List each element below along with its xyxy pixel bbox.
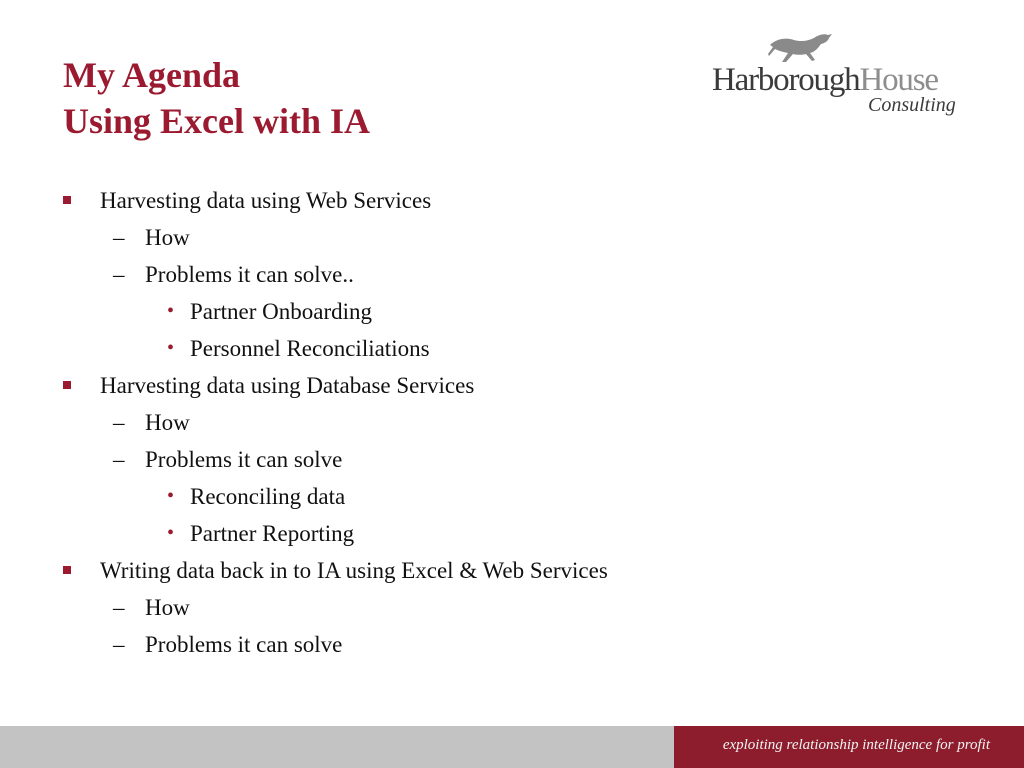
agenda-item-text: Problems it can solve: [145, 632, 343, 657]
agenda-item-level-3: [167, 478, 346, 515]
agenda-item-text: Problems it can solve..: [145, 262, 354, 287]
agenda-item-level-2: [113, 219, 190, 256]
footer-tagline: exploiting relationship intelligence for profit: [722, 737, 990, 753]
agenda-item-level-1: [100, 367, 474, 404]
dot-bullet-icon: •: [167, 485, 175, 507]
agenda-item-text: How: [145, 410, 190, 435]
agenda-item-text: Partner Reporting: [190, 521, 355, 546]
agenda-item-text: How: [145, 225, 190, 250]
agenda-item-level-2: [113, 626, 343, 663]
title-line-1: My Agenda: [63, 55, 241, 95]
agenda-item-text: Problems it can solve: [145, 447, 343, 472]
dash-bullet-icon: –: [113, 632, 125, 657]
logo-subtitle: Consulting: [868, 94, 956, 116]
dash-bullet-icon: –: [113, 447, 125, 472]
agenda-item-text: Harvesting data using Web Services: [100, 188, 432, 213]
dot-bullet-icon: •: [167, 522, 175, 544]
logo-name-first: Harborough: [712, 62, 860, 98]
footer: [0, 726, 1024, 768]
slide-title: [63, 52, 370, 144]
agenda-item-level-3: [167, 330, 430, 367]
agenda-item-level-3: [167, 293, 373, 330]
square-bullet-icon: [63, 566, 71, 574]
agenda-item-text: How: [145, 595, 190, 620]
dot-bullet-icon: •: [167, 300, 175, 322]
title-line-2: Using Excel with IA: [63, 101, 371, 141]
footer-accent-bar: [674, 726, 1024, 768]
agenda-item-level-2: [113, 441, 343, 478]
agenda-item-text: Personnel Reconciliations: [190, 336, 430, 361]
dash-bullet-icon: –: [113, 225, 125, 250]
agenda-item-level-1: [100, 182, 431, 219]
dash-bullet-icon: –: [113, 595, 125, 620]
square-bullet-icon: [63, 381, 71, 389]
agenda-item-level-2: [113, 256, 354, 293]
dash-bullet-icon: –: [113, 410, 125, 435]
dot-bullet-icon: •: [167, 337, 175, 359]
agenda-item-level-2: [113, 404, 190, 441]
agenda-item-text: Reconciling data: [190, 484, 346, 509]
footer-gray-bar: [0, 726, 674, 768]
square-bullet-icon: [63, 196, 71, 204]
agenda-item-level-1: [100, 552, 608, 589]
logo-name-second: House: [859, 62, 938, 98]
agenda-item-level-2: [113, 589, 190, 626]
company-logo: [712, 28, 992, 123]
dash-bullet-icon: –: [113, 262, 125, 287]
agenda-item-level-3: [167, 515, 355, 552]
agenda-item-text: Writing data back in to IA using Excel & Web Services: [100, 558, 608, 583]
agenda-item-text: Harvesting data using Database Services: [100, 373, 475, 398]
agenda-item-text: Partner Onboarding: [190, 299, 373, 324]
